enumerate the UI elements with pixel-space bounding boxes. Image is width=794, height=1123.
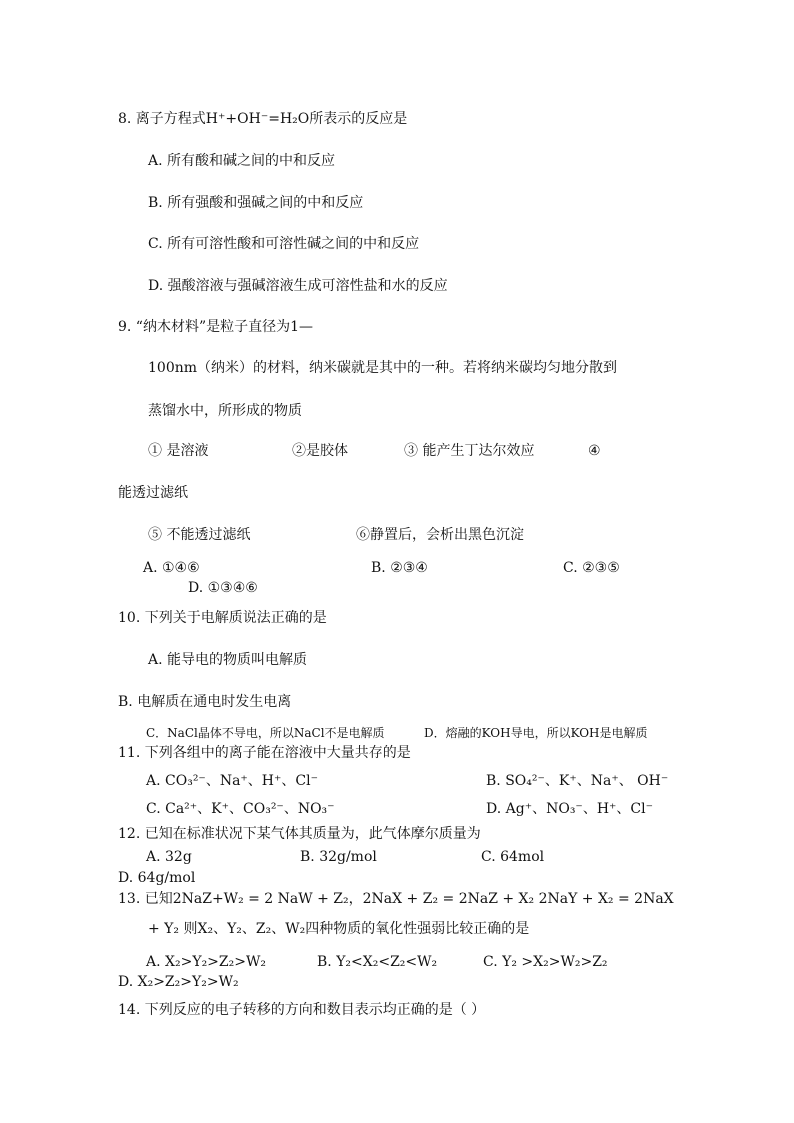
q11-option-c: C. Ca²⁺、K⁺、CO₃²⁻、NO₃⁻ — [146, 801, 335, 817]
q9-stem-line2: 100nm（纳米）的材料，纳米碳就是其中的一种。若将纳米碳均匀地分散到 — [148, 360, 618, 376]
q11-option-d: D. Ag⁺、NO₃⁻、H⁺、Cl⁻ — [486, 801, 653, 817]
q9-statement-5: ⑤ 不能透过滤纸 — [148, 527, 251, 543]
q13-stem: 13. 已知2NaZ+W₂ = 2 NaW + Z₂，2NaX + Z₂ = 2NaZ + X₂ 2NaY + X₂ = 2NaX — [118, 891, 674, 907]
q9-statement-4: ④ — [588, 443, 601, 459]
q9-stem: 9. “纳木材料”是粒子直径为1— — [118, 319, 314, 335]
q9-option-a: A. ①④⑥ — [143, 560, 200, 576]
q13-option-a: A. X₂>Y₂>Z₂>W₂ — [146, 954, 266, 970]
q9-statement-4-cont: 能透过滤纸 — [118, 485, 188, 501]
q9-statement-6: ⑥静置后，会析出黑色沉淀 — [356, 527, 524, 543]
q12-stem: 12. 已知在标准状况下某气体其质量为，此气体摩尔质量为 — [118, 826, 481, 842]
q10-option-c: C．NaCl晶体不导电，所以NaCl不是电解质 — [146, 726, 385, 740]
q14-stem: 14. 下列反应的电子转移的方向和数目表示均正确的是（ ） — [118, 1002, 486, 1018]
q9-option-b: B. ②③④ — [371, 560, 428, 576]
q8-stem: 8. 离子方程式H⁺+OH⁻=H₂O所表示的反应是 — [118, 111, 408, 127]
q12-option-d: D. 64g/mol — [118, 870, 196, 886]
q10-option-a: A. 能导电的物质叫电解质 — [148, 652, 308, 668]
q13-stem-line2: + Y₂ 则X₂、Y₂、Z₂、W₂四种物质的氧化性强弱比较正确的是 — [148, 921, 530, 937]
q10-option-d: D．熔融的KOH导电，所以KOH是电解质 — [424, 726, 648, 740]
q11-stem: 11. 下列各组中的离子能在溶液中大量共存的是 — [118, 745, 411, 761]
q13-option-c: C. Y₂ >X₂>W₂>Z₂ — [483, 954, 608, 970]
q12-option-a: A. 32g — [146, 849, 192, 865]
q8-option-c: C. 所有可溶性酸和可溶性碱之间的中和反应 — [148, 236, 420, 252]
q9-stem-line3: 蒸馏水中，所形成的物质 — [148, 403, 302, 419]
q9-statement-1: ① 是溶液 — [148, 443, 209, 459]
q13-option-b: B. Y₂<X₂<Z₂<W₂ — [317, 954, 438, 970]
q10-option-b: B. 电解质在通电时发生电离 — [118, 694, 292, 710]
q12-option-c: C. 64mol — [481, 849, 545, 865]
q8-option-b: B. 所有强酸和强碱之间的中和反应 — [148, 195, 364, 211]
q13-option-d: D. X₂>Z₂>Y₂>W₂ — [118, 974, 239, 990]
q10-stem: 10. 下列关于电解质说法正确的是 — [118, 610, 327, 626]
q9-statement-3: ③ 能产生丁达尔效应 — [404, 443, 535, 459]
q11-option-b: B. SO₄²⁻、K⁺、Na⁺、 OH⁻ — [486, 773, 669, 789]
q9-option-c: C. ②③⑤ — [563, 560, 620, 576]
q11-option-a: A. CO₃²⁻、Na⁺、H⁺、Cl⁻ — [146, 773, 318, 789]
q12-option-b: B. 32g/mol — [300, 849, 377, 865]
q9-option-d: D. ①③④⑥ — [188, 580, 258, 596]
q8-option-a: A. 所有酸和碱之间的中和反应 — [148, 153, 336, 169]
q9-statement-2: ②是胶体 — [292, 443, 348, 459]
q8-option-d: D. 强酸溶液与强碱溶液生成可溶性盐和水的反应 — [148, 278, 448, 294]
